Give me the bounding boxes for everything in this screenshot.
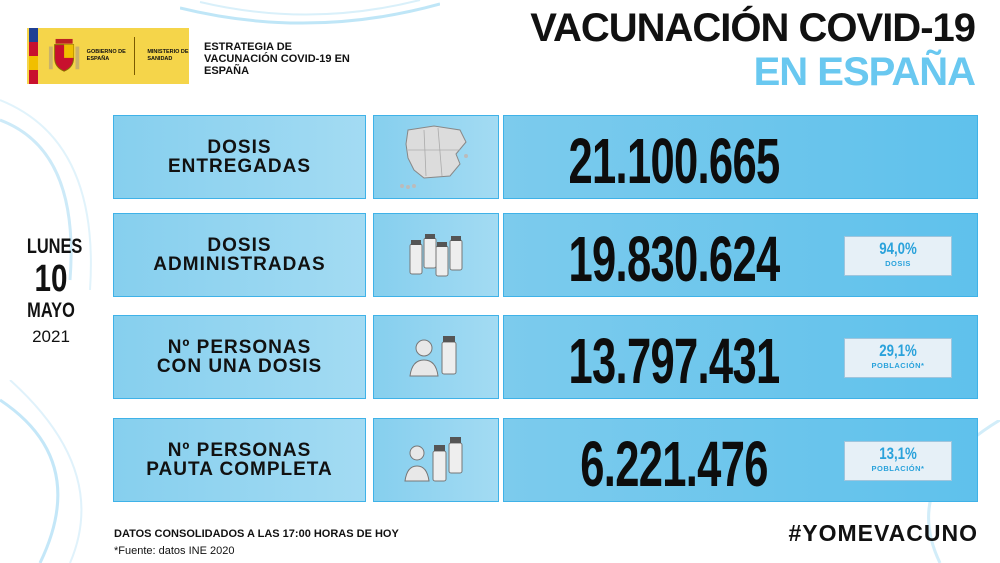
source-note: *Fuente: datos INE 2020	[114, 545, 235, 557]
decorative-swirl-top	[180, 0, 440, 40]
stat-label: DOSIS ADMINISTRADAS	[113, 213, 366, 297]
date-weekday: LUNES	[26, 235, 83, 258]
stat-value: 19.830.624	[568, 223, 780, 295]
decorative-swirl-bottom	[0, 380, 110, 563]
stat-value: 6.221.476	[580, 428, 768, 500]
stat-row-one-dose	[113, 315, 978, 399]
person-two-vials-icon	[373, 418, 499, 502]
stat-row-full-course	[113, 418, 978, 502]
coat-of-arms-icon	[48, 34, 80, 78]
page-subtitle: EN ESPAÑA	[753, 50, 975, 94]
page-title: VACUNACIÓN COVID-19	[530, 6, 975, 50]
stat-row-administered	[113, 213, 978, 297]
gov-label: GOBIERNO DE ESPAÑA	[86, 49, 126, 62]
stat-value-cell	[503, 213, 978, 297]
hashtag: #YOMEVACUNO	[788, 520, 978, 546]
stat-value-cell	[503, 315, 978, 399]
stat-value: 13.797.431	[568, 325, 780, 397]
spain-map-icon	[373, 115, 499, 199]
date-month: MAYO	[27, 299, 75, 322]
strategy-label: ESTRATEGIA DE VACUNACIÓN COVID-19 EN ESPAÑA	[204, 41, 350, 77]
stat-label: Nº PERSONAS CON UNA DOSIS	[113, 315, 366, 399]
date-year: 2021	[32, 327, 70, 346]
vials-icon	[373, 213, 499, 297]
person-vial-icon	[373, 315, 499, 399]
stat-value: 21.100.665	[568, 125, 780, 197]
stat-label: DOSIS ENTREGADAS	[113, 115, 366, 199]
date-day: 10	[34, 258, 68, 300]
stat-value-cell	[503, 418, 978, 502]
stat-row-delivered	[113, 115, 978, 199]
ministry-label: MINISTERIO DE SANIDAD	[147, 49, 189, 62]
consolidated-note: DATOS CONSOLIDADOS A LAS 17:00 HORAS DE HOY	[114, 528, 399, 540]
percentage-badge: 29,1% POBLACIÓN*	[844, 338, 952, 378]
percentage-badge: 13,1% POBLACIÓN*	[844, 441, 952, 481]
percentage-badge: 94,0% DOSIS	[844, 236, 952, 276]
stat-label: Nº PERSONAS PAUTA COMPLETA	[113, 418, 366, 502]
report-date	[20, 235, 82, 347]
stat-value-cell	[503, 115, 978, 199]
government-logo	[27, 28, 189, 84]
flag-icon	[29, 28, 38, 84]
